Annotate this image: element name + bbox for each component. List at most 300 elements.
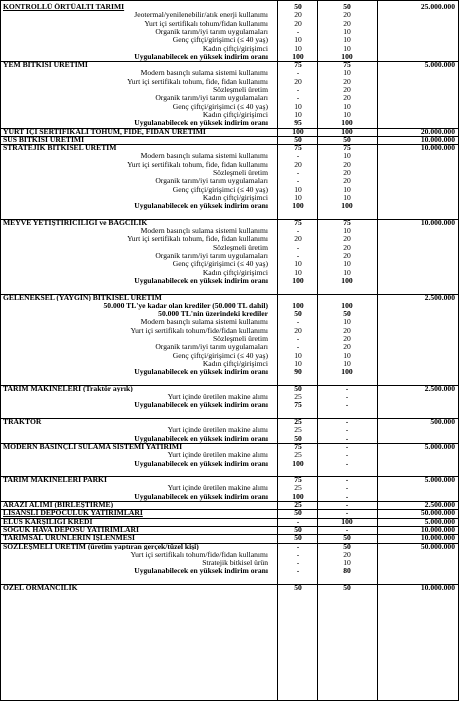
rate-cell-a: [279, 576, 317, 584]
table-row: [1, 343, 458, 351]
rate-cell-a: 20: [294, 235, 302, 244]
table-row: [1, 111, 458, 119]
section-header-row: [1, 219, 458, 227]
total-row: [1, 202, 458, 210]
rate-cell-b: 20: [343, 86, 351, 94]
rate-cell-a: -: [296, 177, 300, 186]
rate-cell-b: 20: [343, 77, 351, 86]
row-label: Organik tarım/iyi tarım uygulamaları: [155, 252, 268, 260]
rate-cell-b: 10: [343, 559, 351, 568]
rate-cell-b: -: [345, 426, 349, 435]
table-row: [1, 244, 458, 252]
table-row: [1, 352, 458, 360]
rate-cell-b: -: [345, 401, 349, 410]
row-label: Uygulanabilecek en yüksek indirim oranı: [134, 567, 268, 576]
rate-cell-a: 20: [294, 77, 302, 86]
rate-cell-a: 90: [294, 368, 302, 377]
rate-cell-a: 75: [294, 218, 302, 227]
spacer-row: [1, 285, 458, 293]
table-row: [1, 103, 458, 111]
rate-cell-a: -: [296, 517, 300, 525]
row-label: Genç çiftçi/girişimci (≤ 40 yaş): [172, 351, 268, 360]
rate-cell-a: 25: [294, 393, 302, 402]
rate-cell-b: 20: [343, 19, 351, 28]
rate-cell-a: 10: [294, 36, 302, 45]
rate-cell-a: 75: [294, 476, 302, 484]
row-label: Sözleşmeli üretim: [212, 335, 268, 343]
rate-cell-a: 10: [294, 359, 302, 368]
section-header-row: [1, 385, 458, 393]
section-header-row: [1, 534, 458, 542]
rate-cell-b: 100: [341, 368, 353, 377]
section-header-row: [1, 61, 458, 69]
section-header-row: [1, 3, 458, 11]
row-label: Modern basınçlı sulama sistemi kullanımı: [140, 227, 268, 236]
rate-cell-b: -: [345, 442, 349, 451]
table-row: [1, 227, 458, 235]
rate-cell-b: 10: [343, 44, 351, 53]
rate-cell-a: 10: [294, 268, 302, 277]
spacer-row: [1, 576, 458, 584]
row-label: Yurt içi sertifikalı tohum, fide, fidan kullanımı: [127, 160, 268, 169]
credit-limit-cell: 5.000.000: [424, 517, 455, 525]
table-row: [1, 169, 458, 177]
rate-cell-b: 10: [343, 227, 351, 236]
rate-cell-a: 50: [294, 525, 302, 534]
rate-cell-b: [319, 211, 375, 219]
rate-cell-a: 50: [294, 434, 302, 443]
spacer-row: [1, 377, 458, 385]
rate-cell-a: 50: [294, 534, 302, 542]
row-label: Uygulanabilecek en yüksek indirim oranı: [134, 368, 268, 377]
rate-cell-b: [319, 294, 375, 301]
rate-cell-a: [279, 285, 317, 293]
rate-cell-a: 100: [292, 459, 304, 468]
section-title: ELÜS KARŞILIĞI KREDİ: [3, 517, 93, 525]
credit-limit-cell: 50.000.000: [420, 542, 455, 550]
rate-cell-a: 50: [294, 384, 302, 393]
total-row: [1, 368, 458, 376]
row-label: 50.000 TL'nin üzerindeki krediler: [158, 310, 268, 319]
table-row: [1, 152, 458, 160]
rate-cell-a: 10: [294, 102, 302, 111]
rate-cell-b: 10: [343, 260, 351, 269]
rate-cell-a: 50: [294, 310, 302, 319]
row-label: Kadın çiftçi/girişimci: [202, 44, 268, 53]
rate-cell-a: -: [296, 318, 300, 327]
rate-cell-a: 50: [294, 3, 302, 11]
total-row: [1, 310, 458, 318]
section-title: MODERN BASINÇLI SULAMA SİSTEMİ YATIRIMI: [3, 442, 183, 451]
total-row: [1, 435, 458, 443]
row-label: Yurt içi sertifikalı tohum, fide, fidan kullanımı: [127, 235, 268, 244]
rate-cell-b: 10: [343, 152, 351, 161]
row-label: Stratejik bitkisel ürün: [202, 559, 268, 568]
rate-cell-b: 10: [343, 27, 351, 36]
row-label: Organik tarım/iyi tarım uygulamaları: [155, 27, 268, 36]
rate-cell-b: [319, 468, 375, 476]
section-header-row: [1, 128, 458, 136]
row-label: [3, 468, 283, 476]
rate-cell-b: 20: [343, 335, 351, 343]
row-label: Modern basınçlı sulama sistemi kullanımı: [140, 69, 268, 78]
row-label: Uygulanabilecek en yüksek indirim oranı: [134, 119, 268, 128]
rate-cell-b: 75: [343, 61, 351, 69]
table-row: [1, 260, 458, 268]
rate-cell-b: -: [345, 459, 349, 468]
rate-cell-b: -: [345, 501, 349, 509]
rate-cell-a: -: [296, 169, 300, 177]
row-label: [3, 576, 283, 584]
spacer-row: [1, 468, 458, 476]
rate-cell-a: -: [296, 335, 300, 343]
row-label: Genç çiftçi/girişimci (≤ 40 yaş): [172, 36, 268, 45]
rate-cell-a: 25: [294, 484, 302, 493]
row-label: Modern basınçlı sulama sistemi kullanımı: [140, 318, 268, 327]
table-row: [1, 360, 458, 368]
total-row: [1, 401, 458, 409]
rate-cell-b: 75: [343, 218, 351, 227]
table-row: [1, 559, 458, 567]
rate-cell-a: -: [296, 343, 300, 352]
rate-cell-b: 10: [343, 268, 351, 277]
section-title: YURT İÇİ SERTİFİKALI TOHUM, FİDE, FİDAN ÜRETİMİ: [3, 127, 206, 135]
section-title: YEM BİTKİSİ ÜRETİMİ: [3, 61, 88, 69]
row-label: Kadın çiftçi/girişimci: [202, 268, 268, 277]
row-label: Uygulanabilecek en yüksek indirim oranı: [134, 401, 268, 410]
rate-cell-b: [319, 410, 375, 418]
section-title: STRATEJİK BİTKİSEL ÜRETİM: [3, 144, 117, 152]
section-header-row: [1, 526, 458, 534]
rate-cell-a: 10: [294, 193, 302, 202]
rate-cell-a: 100: [292, 202, 304, 211]
rate-cell-b: 100: [341, 127, 353, 135]
row-label: Genç çiftçi/girişimci (≤ 40 yaş): [172, 185, 268, 194]
rate-cell-a: [279, 377, 317, 385]
rate-cell-b: [319, 576, 375, 584]
table-row: [1, 327, 458, 335]
section-header-row: [1, 418, 458, 426]
rate-cell-b: 10: [343, 36, 351, 45]
rate-cell-b: -: [345, 484, 349, 493]
rate-cell-b: -: [345, 509, 349, 517]
section-header-row: [1, 518, 458, 526]
row-label: Uygulanabilecek en yüksek indirim oranı: [134, 492, 268, 501]
spacer-row: [1, 211, 458, 219]
section-title: MEYVE YETİŞTİRİCİLİĞİ ve BAĞCILIK: [3, 218, 148, 227]
row-label: Uygulanabilecek en yüksek indirim oranı: [134, 434, 268, 443]
rate-cell-b: 50: [343, 584, 351, 592]
total-row: [1, 53, 458, 61]
table-row: [1, 269, 458, 277]
table-row: [1, 94, 458, 102]
table-row: [1, 393, 458, 401]
total-row: [1, 277, 458, 285]
row-label: Genç çiftçi/girişimci (≤ 40 yaş): [172, 102, 268, 111]
rate-cell-a: 20: [294, 326, 302, 335]
row-label: Genç çiftçi/girişimci (≤ 40 yaş): [172, 260, 268, 269]
rate-cell-a: 20: [294, 160, 302, 169]
row-label: Organik tarım/iyi tarım uygulamaları: [155, 177, 268, 186]
total-row: [1, 302, 458, 310]
row-label: Organik tarım/iyi tarım uygulamaları: [155, 343, 268, 352]
row-label: Yurt içinde üretilen makine alımı: [167, 451, 268, 460]
table-row: [1, 252, 458, 260]
rate-cell-b: [319, 377, 375, 385]
row-label: [3, 211, 283, 219]
rate-cell-b: -: [345, 384, 349, 393]
section-title: TARIM MAKİNELERİ PARKI: [3, 476, 107, 484]
rate-cell-a: 20: [294, 11, 302, 20]
section-header-row: [1, 543, 458, 551]
table-row: [1, 235, 458, 243]
credit-limit-cell: 2.500.000: [424, 293, 455, 301]
rate-cell-b: 50: [343, 135, 351, 144]
row-label: Organik tarım/iyi tarım uygulamaları: [155, 94, 268, 103]
rate-cell-a: 50: [294, 584, 302, 592]
rate-cell-b: 10: [343, 110, 351, 119]
credit-limit-cell: 10.000.000: [420, 534, 455, 542]
rate-cell-a: [279, 211, 317, 219]
rate-cell-b: 10: [343, 102, 351, 111]
section-title: TRAKTÖR: [3, 418, 42, 426]
rate-cell-a: -: [296, 550, 300, 559]
rate-cell-b: 50: [343, 310, 351, 319]
section-header-row: [1, 294, 458, 302]
table-row: [1, 551, 458, 559]
table-row: [1, 318, 458, 326]
rate-cell-a: 100: [292, 301, 304, 310]
rate-cell-b: 50: [343, 3, 351, 11]
row-label: [3, 377, 283, 385]
row-label: Uygulanabilecek en yüksek indirim oranı: [134, 52, 268, 61]
row-label: Kadın çiftçi/girişimci: [202, 359, 268, 368]
rate-cell-b: 10: [343, 193, 351, 202]
credit-limit-cell: 2.500.000: [424, 501, 455, 509]
rate-cell-b: 100: [341, 276, 353, 285]
rate-cell-b: 100: [341, 517, 353, 525]
rate-cell-a: 75: [294, 61, 302, 69]
rate-cell-b: 10: [343, 359, 351, 368]
rate-cell-a: -: [296, 559, 300, 568]
rate-cell-b: 10: [343, 351, 351, 360]
credit-limit-cell: 10.000.000: [420, 218, 455, 227]
rate-cell-a: 10: [294, 110, 302, 119]
total-row: [1, 460, 458, 468]
rate-cell-b: 100: [341, 301, 353, 310]
rate-cell-b: 20: [343, 11, 351, 20]
table-row: [1, 177, 458, 185]
rate-cell-a: 20: [294, 19, 302, 28]
credit-limit-cell: 5.000.000: [424, 476, 455, 484]
row-label: Modern basınçlı sulama sistemi kullanımı: [140, 152, 268, 161]
rate-cell-a: 100: [292, 276, 304, 285]
section-title: GELENEKSEL (YAYGIN) BİTKİSEL ÜRETİM: [3, 293, 162, 301]
table-row: [1, 86, 458, 94]
row-label: Kadın çiftçi/girişimci: [202, 193, 268, 202]
credit-limit-cell: 50.000.000: [420, 509, 455, 517]
row-label: Yurt içi sertifikalı tohum/fide/fidan kullanımı: [130, 326, 268, 335]
row-label: Uygulanabilecek en yüksek indirim oranı: [134, 459, 268, 468]
rate-cell-b: 80: [343, 567, 351, 576]
table-row: [1, 78, 458, 86]
rate-cell-a: 50: [294, 509, 302, 517]
table-row: [1, 36, 458, 44]
rate-cell-a: 10: [294, 351, 302, 360]
table-row: [1, 45, 458, 53]
rate-cell-b: 20: [343, 243, 351, 252]
section-title: SÖZLEŞMELİ ÜRETİM (üretim yaptıran gerçek/tüzel kişi): [3, 542, 199, 550]
credit-limit-cell: 5.000.000: [424, 442, 455, 451]
credit-limit-cell: 20.000.000: [420, 127, 455, 135]
section-title: TARIM MAKİNELERİ (Traktör ayrık): [3, 384, 133, 393]
table-row: [1, 426, 458, 434]
section-title: LİSANSLI DEPOCULUK YATIRIMLARI: [3, 509, 143, 517]
rate-cell-a: 25: [294, 451, 302, 460]
rate-cell-a: -: [296, 542, 300, 550]
rate-cell-a: -: [296, 94, 300, 103]
table-row: [1, 69, 458, 77]
table-row: [1, 11, 458, 19]
rate-cell-b: 100: [341, 202, 353, 211]
rate-cell-b: 50: [343, 542, 351, 550]
section-title: ARAZİ ALIMI (BİRLEŞTİRME): [3, 501, 114, 509]
credit-limit-cell: 10.000.000: [420, 525, 455, 534]
rate-cell-a: -: [296, 227, 300, 236]
rate-cell-a: -: [296, 69, 300, 78]
rate-cell-b: 20: [343, 550, 351, 559]
table-row: [1, 484, 458, 492]
rate-cell-b: -: [345, 418, 349, 426]
rate-cell-b: 50: [343, 534, 351, 542]
credit-limit-cell: 500.000: [430, 418, 455, 426]
rate-cell-b: 10: [343, 69, 351, 78]
row-label: [3, 410, 283, 418]
table-row: [1, 335, 458, 343]
credit-limit-cell: 10.000.000: [420, 144, 455, 152]
total-row: [1, 493, 458, 501]
table-row: [1, 28, 458, 36]
section-header-row: [1, 584, 458, 592]
table-row: [1, 161, 458, 169]
rate-cell-b: 20: [343, 160, 351, 169]
row-label: Jeotermal/yenilenebilir/atık enerji kullanımı: [134, 11, 268, 20]
credit-limit-cell: 5.000.000: [424, 61, 455, 69]
rate-cell-b: -: [345, 492, 349, 501]
rate-cell-a: 95: [294, 119, 302, 128]
table-row: [1, 451, 458, 459]
section-title: SÜS BİTKİSİ ÜRETİMİ: [3, 135, 85, 144]
rate-cell-b: 20: [343, 252, 351, 260]
rate-cell-a: 75: [294, 442, 302, 451]
section-header-row: [1, 443, 458, 451]
rate-cell-b: -: [345, 393, 349, 402]
rate-cell-b: -: [345, 476, 349, 484]
table-row: [1, 194, 458, 202]
section-header-row: [1, 476, 458, 484]
rate-cell-a: -: [296, 152, 300, 161]
row-label: Yurt içinde üretilen makine alımı: [167, 426, 268, 435]
rate-cell-b: 100: [341, 52, 353, 61]
row-label: Sözleşmeli üretim: [212, 169, 268, 177]
total-row: [1, 119, 458, 127]
rate-cell-b: [319, 285, 375, 293]
rate-cell-b: 100: [341, 119, 353, 128]
section-header-row: [1, 501, 458, 509]
rate-cell-a: [279, 294, 317, 301]
rate-cell-a: 10: [294, 260, 302, 269]
rate-cell-b: -: [345, 434, 349, 443]
table-row: [1, 186, 458, 194]
rate-cell-a: 100: [292, 492, 304, 501]
rate-cell-b: 10: [343, 318, 351, 327]
credit-limit-cell: 10.000.000: [420, 584, 455, 592]
row-label: Yurt içinde üretilen makine alımı: [167, 393, 268, 402]
rate-cell-a: 25: [294, 426, 302, 435]
credit-limit-cell: 2.500.000: [424, 384, 455, 393]
section-title: ÖZEL ORMANCILIK: [3, 584, 78, 592]
row-label: Sözleşmeli üretim: [212, 86, 268, 94]
section-title: KONTROLLÜ ÖRTÜALTI TARIMI: [3, 3, 125, 11]
rate-cell-b: 75: [343, 144, 351, 152]
section-title: SOĞUK HAVA DEPOSU YATIRIMLARI: [3, 525, 139, 534]
rate-cell-b: 20: [343, 326, 351, 335]
rate-cell-a: 25: [294, 501, 302, 509]
rate-cell-a: 75: [294, 401, 302, 410]
rate-cell-a: 100: [292, 52, 304, 61]
credit-limit-cell: 10.000.000: [420, 135, 455, 144]
section-title: TARIMSAL ÜRÜNLERİN İŞLENMESİ: [3, 534, 135, 542]
table-row: [1, 20, 458, 28]
row-label: Uygulanabilecek en yüksek indirim oranı: [134, 202, 268, 211]
row-label: Yurt içi sertifikalı tohum, fide, fidan kullanımı: [127, 77, 268, 86]
total-row: [1, 567, 458, 575]
rate-cell-b: -: [345, 451, 349, 460]
row-label: 50.000 TL'ye kadar olan krediler (50.000 TL dahil): [103, 301, 268, 310]
rate-cell-b: 20: [343, 94, 351, 103]
row-label: Sözleşmeli üretim: [212, 243, 268, 252]
rate-cell-a: -: [296, 252, 300, 260]
rate-cell-b: 20: [343, 177, 351, 186]
rate-cell-a: 100: [292, 127, 304, 135]
rate-cell-a: -: [296, 567, 300, 576]
section-header-row: [1, 509, 458, 517]
row-label: Yurt içi sertifikalı tohum/fidan kullanımı: [144, 19, 268, 28]
rate-cell-a: -: [296, 27, 300, 36]
rate-cell-b: 20: [343, 235, 351, 244]
row-label: Kadın çiftçi/girişimci: [202, 110, 268, 119]
rate-cell-a: 10: [294, 185, 302, 194]
rate-cell-a: 50: [294, 135, 302, 144]
rate-cell-b: 10: [343, 185, 351, 194]
rate-cell-a: 25: [294, 418, 302, 426]
rate-cell-a: -: [296, 86, 300, 94]
rate-cell-b: 20: [343, 343, 351, 352]
row-label: [3, 285, 283, 293]
rate-cell-a: [279, 468, 317, 476]
credit-limit-cell: 25.000.000: [420, 3, 455, 11]
section-header-row: [1, 144, 458, 152]
rate-cell-a: [279, 410, 317, 418]
rate-cell-a: 10: [294, 44, 302, 53]
spacer-row: [1, 410, 458, 418]
row-label: Yurt içi sertifikalı tohum/fide/fidan kullanımı: [130, 550, 268, 559]
row-label: Uygulanabilecek en yüksek indirim oranı: [134, 276, 268, 285]
rate-cell-a: -: [296, 243, 300, 252]
rate-cell-b: -: [345, 525, 349, 534]
row-label: Yurt içinde üretilen makine alımı: [167, 484, 268, 493]
rate-cell-b: 20: [343, 169, 351, 177]
